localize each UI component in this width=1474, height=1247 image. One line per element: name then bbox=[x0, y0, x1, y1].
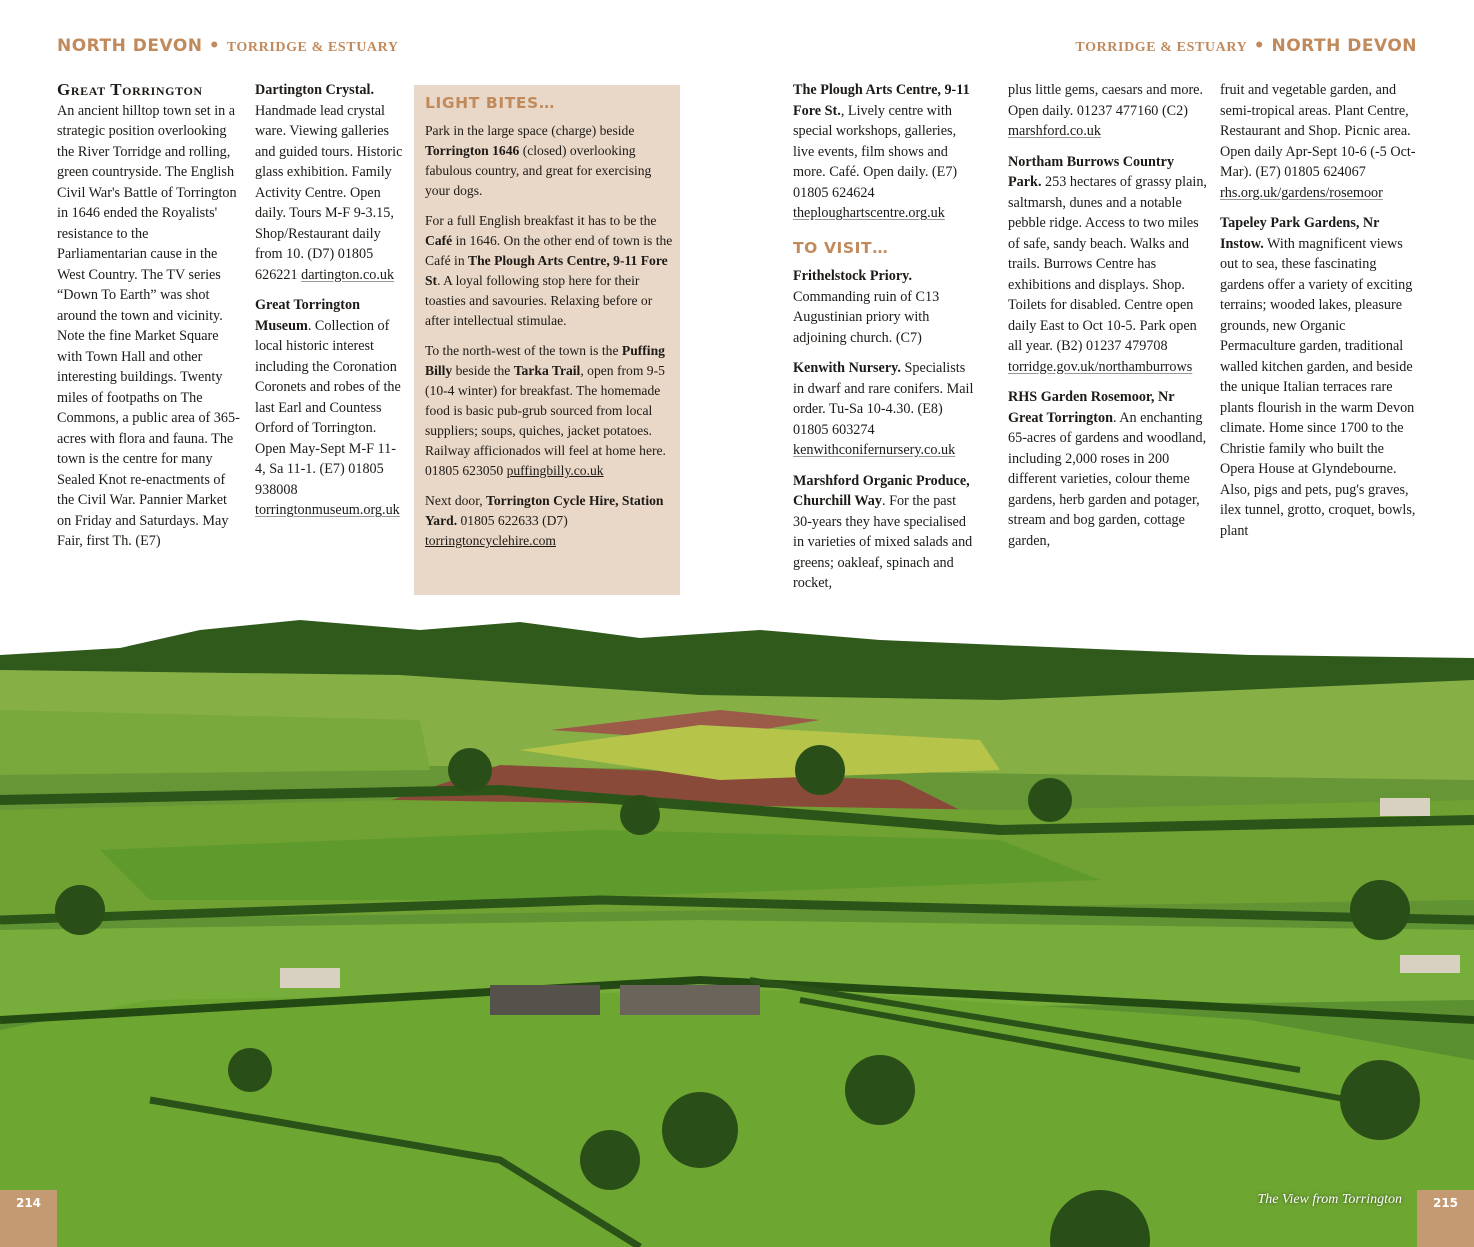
venue-name: Northam Burrows Country Park. bbox=[1008, 153, 1175, 190]
web-link[interactable]: torringtoncyclehire.com bbox=[425, 533, 556, 548]
header-bullet: • bbox=[202, 36, 227, 56]
body-text: 01805 622633 (D7) bbox=[457, 513, 568, 528]
header-section: TORRIDGE & ESTUARY bbox=[226, 40, 399, 55]
page-number-right: 215 bbox=[1417, 1190, 1474, 1247]
light-bites-title: LIGHT BITES… bbox=[425, 94, 555, 112]
body-text: Park in the large space (charge) beside bbox=[425, 123, 635, 138]
venue-name: RHS Garden Rosemoor, Nr Great Torrington bbox=[1008, 389, 1175, 426]
venue-name: Torrington Cycle Hire, Station Yard. bbox=[425, 493, 664, 528]
column-tapeley bbox=[1220, 80, 1416, 551]
running-header-left bbox=[57, 36, 399, 56]
body-text: Handmade lead crystal ware. Viewing galleries and guided tours. Historic glass exhibition. Family Activity Centre. Open daily. Tours M-F 9-3.15, Shop/Restaurant daily from 10. (D7) 01805 626221 bbox=[255, 102, 403, 283]
section-heading: Great Torrington bbox=[57, 80, 203, 99]
paragraph bbox=[793, 471, 975, 594]
paragraph bbox=[1008, 80, 1210, 142]
venue-name: Café bbox=[425, 233, 453, 248]
venue-name: Tapeley Park Gardens, Nr Instow. bbox=[1220, 215, 1380, 252]
body-text: With magnificent views out to sea, these fascinating gardens offer a variety of exciting terrains; wooded lakes, pleasure grounds, new Organic Permaculture garden, traditional walled kitchen garden, and beside the unique Italian terraces rare plants flourish in the warm Devon climate. Home since 1700 to the Christie family who built the Opera House at Glyndebourne. Also, pigs and pets, pug's graves, ilex tunnel, grotto, croquet, bowls, plant bbox=[1220, 235, 1416, 539]
running-header-right bbox=[1075, 36, 1417, 56]
paragraph bbox=[1008, 152, 1210, 378]
header-section: TORRIDGE & ESTUARY bbox=[1075, 40, 1248, 55]
body-text: To the north-west of the town is the bbox=[425, 343, 622, 358]
body-text: Specialists in dwarf and rare conifers. Mail order. Tu-Sa 10-4.30. (E8) 01805 603274 bbox=[793, 360, 974, 438]
web-link[interactable]: kenwithconifernursery.co.uk bbox=[793, 442, 956, 458]
venue-name: Great Torrington Museum bbox=[255, 297, 360, 334]
header-bullet: • bbox=[1247, 36, 1272, 56]
column-attractions bbox=[255, 80, 405, 531]
body-text: . An enchanting 65-acres of gardens and woodland, including 2,000 roses in 200 different varieties, colour theme gardens, herb garden and potager, stream and bog garden, cottage garden, bbox=[1008, 409, 1207, 549]
paragraph bbox=[425, 491, 675, 551]
body-text: , Lively centre with special workshops, galleries, live events, film shows and more. Café. Open daily. (E7) 01805 624624 bbox=[793, 102, 958, 201]
body-text: . For the past 30-years they have specialised in varieties of mixed salads and greens; oakleaf, spinach and rocket, bbox=[793, 493, 973, 591]
page-number-left: 214 bbox=[0, 1190, 57, 1247]
paragraph bbox=[793, 80, 975, 224]
paragraph bbox=[793, 358, 975, 461]
body-text: , open from 9-5 (10-4 winter) for breakfast. The homemade food is basic pub-grub sourced from local suppliers; soups, quiches, jacket potatoes. Railway afficionados will feel at home here. 01805 623050 bbox=[425, 363, 666, 478]
header-region: NORTH DEVON bbox=[1271, 36, 1417, 56]
venue-name: Marshford Organic Produce, Churchill Way bbox=[793, 472, 970, 509]
venue-name: The Plough Arts Centre, 9-11 Fore St bbox=[425, 253, 668, 288]
column-to-visit bbox=[793, 80, 975, 604]
web-link[interactable]: torridge.gov.uk/northamburrows bbox=[1008, 358, 1193, 375]
venue-name: Tarka Trail bbox=[513, 363, 581, 378]
paragraph bbox=[255, 295, 405, 521]
venue-name: Torrington 1646 bbox=[425, 143, 520, 158]
venue-name: Puffing Billy bbox=[425, 343, 665, 378]
web-link[interactable]: dartington.co.uk bbox=[301, 266, 395, 283]
body-text: in 1646. On the other end of town is the Café in bbox=[425, 233, 673, 268]
paragraph bbox=[793, 266, 975, 348]
body-text: . Collection of local historic interest including the Coronation Coronets and robes of the last Earl and Countess Orford of Torrington. Open May-Sept M-F 11-4, Sa 11-1. (E7) 01805 938008 bbox=[255, 317, 401, 498]
body-text: . A loyal following stop here for their toasties and savouries. Relaxing before or after intellectual stimulae. bbox=[425, 273, 653, 328]
body-text: plus little gems, caesars and more. Open daily. 01237 477160 (C2) bbox=[1008, 82, 1204, 119]
body-text: An ancient hilltop town set in a strategic position overlooking the River Torridge and rolling, green countryside. The English Civil War's Battle of Torrington in 1646 ended the Royalists' resistance to the Parliamentarian cause in the West Country. The TV series “Down To Earth” was shot around the town and vicinity. Note the fine Market Square with Town Hall and other interesting buildings. Twenty miles of footpaths on The Commons, a public area of 365-acres with flora and fauna. The town is the centre for many Sealed Knot re-enactments of the Civil War. Pannier Market on Friday and Saturdays. May Fair, first Th. (E7) bbox=[57, 102, 240, 549]
venue-name: The Plough Arts Centre, 9-11 Fore St. bbox=[793, 82, 970, 119]
paragraph bbox=[1220, 213, 1416, 541]
paragraph bbox=[1008, 387, 1210, 551]
body-text: 253 hectares of grassy plain, saltmarsh, dunes and a notable pebble ridge. Access to two miles of safe, sandy beach. Walks and trails. Burrows Centre has exhibitions and displays. Shop. Toilets for disabled. Centre open daily East to Oct 10-5. Park open all year. (B2) 01237 479708 bbox=[1008, 174, 1207, 354]
to-visit-heading: TO VISIT… bbox=[793, 238, 889, 257]
paragraph bbox=[425, 341, 675, 481]
photo-caption: The View from Torrington bbox=[1257, 1192, 1402, 1207]
web-link[interactable]: marshford.co.uk bbox=[1008, 123, 1101, 139]
web-link[interactable]: puffingbilly.co.uk bbox=[506, 463, 604, 478]
venue-name: Frithelstock Priory. bbox=[793, 268, 912, 284]
body-text: (closed) overlooking fabulous country, and great for exercising your dogs. bbox=[425, 143, 652, 198]
paragraph bbox=[1220, 80, 1416, 203]
body-text: For a full English breakfast it has to be the bbox=[425, 213, 657, 228]
venue-name: Kenwith Nursery. bbox=[793, 360, 901, 376]
light-bites-box bbox=[414, 85, 680, 595]
landscape-photo bbox=[0, 600, 1474, 1247]
paragraph bbox=[57, 101, 241, 552]
body-text: Commanding ruin of C13 Augustinian priory with adjoining church. (C7) bbox=[793, 288, 940, 346]
web-link[interactable]: theploughartscentre.org.uk bbox=[793, 205, 945, 221]
web-link[interactable]: rhs.org.uk/gardens/rosemoor bbox=[1220, 184, 1383, 201]
header-region: NORTH DEVON bbox=[57, 36, 203, 56]
body-text: beside the bbox=[452, 363, 514, 378]
paragraph bbox=[425, 121, 675, 201]
web-link[interactable]: torringtonmuseum.org.uk bbox=[255, 502, 400, 518]
paragraph bbox=[425, 211, 675, 331]
body-text: Next door, bbox=[425, 493, 486, 508]
column-great-torrington bbox=[57, 80, 241, 562]
venue-name: Dartington Crystal. bbox=[255, 82, 375, 98]
body-text: fruit and vegetable garden, and semi-tropical areas. Plant Centre, Restaurant and Shop. Picnic area. Open daily Apr-Sept 10-6 (-5 Oct-Mar). (E7) 01805 624067 bbox=[1220, 82, 1416, 180]
column-gardens bbox=[1008, 80, 1210, 561]
paragraph bbox=[255, 80, 405, 285]
